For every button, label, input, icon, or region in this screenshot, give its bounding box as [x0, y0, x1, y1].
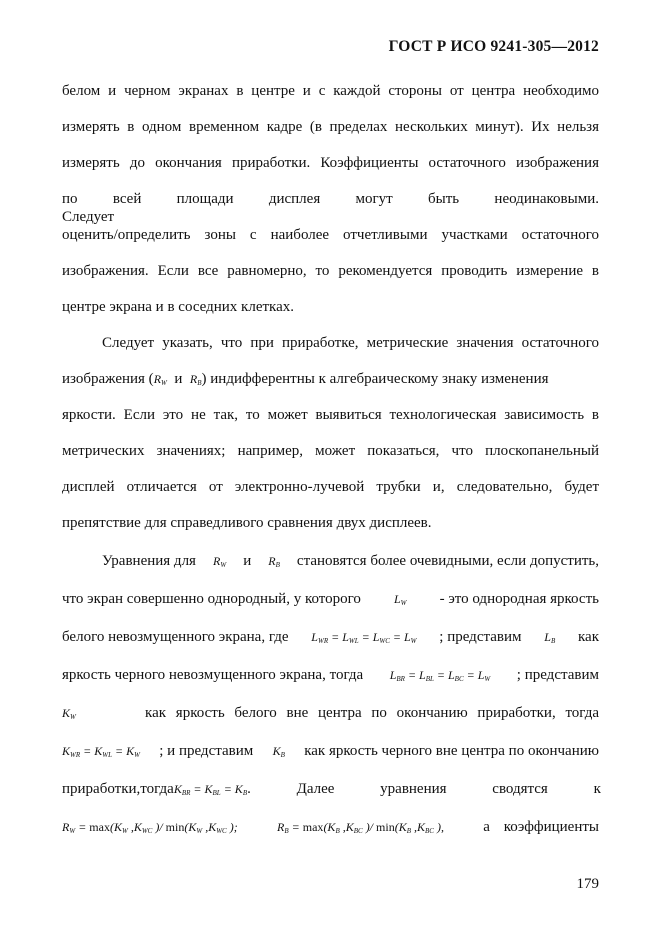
text-line-with-math: $K_{WR} = K_{WL} = K_W$ ; и представим $K_B$ как яркость черного вне центра по окончанию	[62, 742, 599, 764]
math-symbol: $L_B$	[544, 630, 556, 645]
text-line: Следует указать, что при приработке, метрические значения остаточного	[102, 335, 599, 351]
page-number: 179	[576, 876, 599, 892]
equation-rw: $R_W = \max(K_W$ $,K_{WC}$ )/ $\min(K_W$ $,K_{WC}$ );	[62, 820, 238, 835]
text-line-with-math: $R_W = \max(K_W$ $,K_{WC}$ )/ $\min(K_W$ $,K_{WC}$ ); $R_B = \max(K_B$ $,K_{BC}$ )/ $\min(K_B$ $,K_{BC}$ ), а коэффициенты	[62, 818, 599, 840]
text-line: белом и черном экранах в центре и с каждой стороны от центра необходимо	[62, 83, 599, 99]
text-line-with-math: яркость черного невозмущенного экрана, тогда $L_{BR} = L_{BL} = L_{BC} = L_W$ ; представим	[62, 666, 599, 688]
equation-luminance-white: $L_{WR} = L_{WL} = L_{WC} = L_W$	[311, 630, 417, 645]
text-line: метрических значениях; например, может показаться, что плоскопанельный	[62, 443, 599, 459]
text-line: центре экрана и в соседних клетках.	[62, 299, 295, 315]
text-line-with-math: что экран совершенно однородный, у которого $L_W$ - это однородная яркость	[62, 590, 599, 612]
equation-rb: $R_B = \max(K_B$ $,K_{BC}$ )/ $\min(K_B$ $,K_{BC}$ ),	[277, 820, 444, 835]
equation-k-white: $K_{WR} = K_{WL} = K_W$	[62, 744, 140, 759]
text-line: изображения. Если все равномерно, то рекомендуется проводить измерение в	[62, 263, 599, 279]
math-symbol: $R_B$	[268, 554, 280, 569]
equation-k-black: $K_{BR} = K_{BL} = K_B$	[173, 782, 248, 797]
math-symbol: $R_B$	[189, 372, 202, 387]
text-line-with-math: $K_W$ как яркость белого вне центра по окончанию приработки, тогда	[62, 704, 599, 726]
text-line-with-math: Уравнения для $R_W$ и $R_B$ становятся более очевидными, если допустить,	[62, 552, 599, 574]
text-line-with-math: изображения ($R_W$ и $R_B$) индифферентны к алгебраическому знаку изменения	[62, 371, 549, 387]
math-symbol: $R_W$	[153, 372, 167, 387]
math-symbol: $K_B$	[272, 744, 285, 759]
text-line: яркости. Если это не так, то может выявиться технологическая зависимость в	[62, 407, 599, 423]
math-symbol: $K_W$	[62, 706, 76, 721]
text-line-with-math: белого невозмущенного экрана, где $L_{WR} = L_{WL} = L_{WC} = L_W$ ; представим $L_B$ как	[62, 628, 599, 650]
math-symbol: $R_W$	[212, 554, 227, 569]
text-line: измерять до окончания приработки. Коэффициенты остаточного изображения	[62, 155, 599, 171]
math-symbol: $L_W$	[393, 592, 407, 607]
text-line-with-math: приработки, тогда $K_{BR} = K_{BL} = K_B$ . Далее уравнения сводятся к	[62, 780, 599, 802]
text-line: дисплей отличается от электронно-лучевой трубки и, следовательно, будет	[62, 479, 599, 495]
text-line: по всей площади дисплея могут быть неодинаковыми. Следует	[62, 191, 599, 225]
text-line: измерять в одном временном кадре (в пределах нескольких минут). Их нельзя	[62, 119, 599, 135]
document-header: ГОСТ Р ИСО 9241-305—2012	[388, 38, 599, 55]
text-line: препятствие для справедливого сравнения двух дисплеев.	[62, 515, 432, 531]
text-line: оценить/определить зоны с наиболее отчетливыми участками остаточного	[62, 227, 599, 243]
equation-luminance-black: $L_{BR} = L_{BL} = L_{BC} = L_W$	[389, 668, 491, 683]
